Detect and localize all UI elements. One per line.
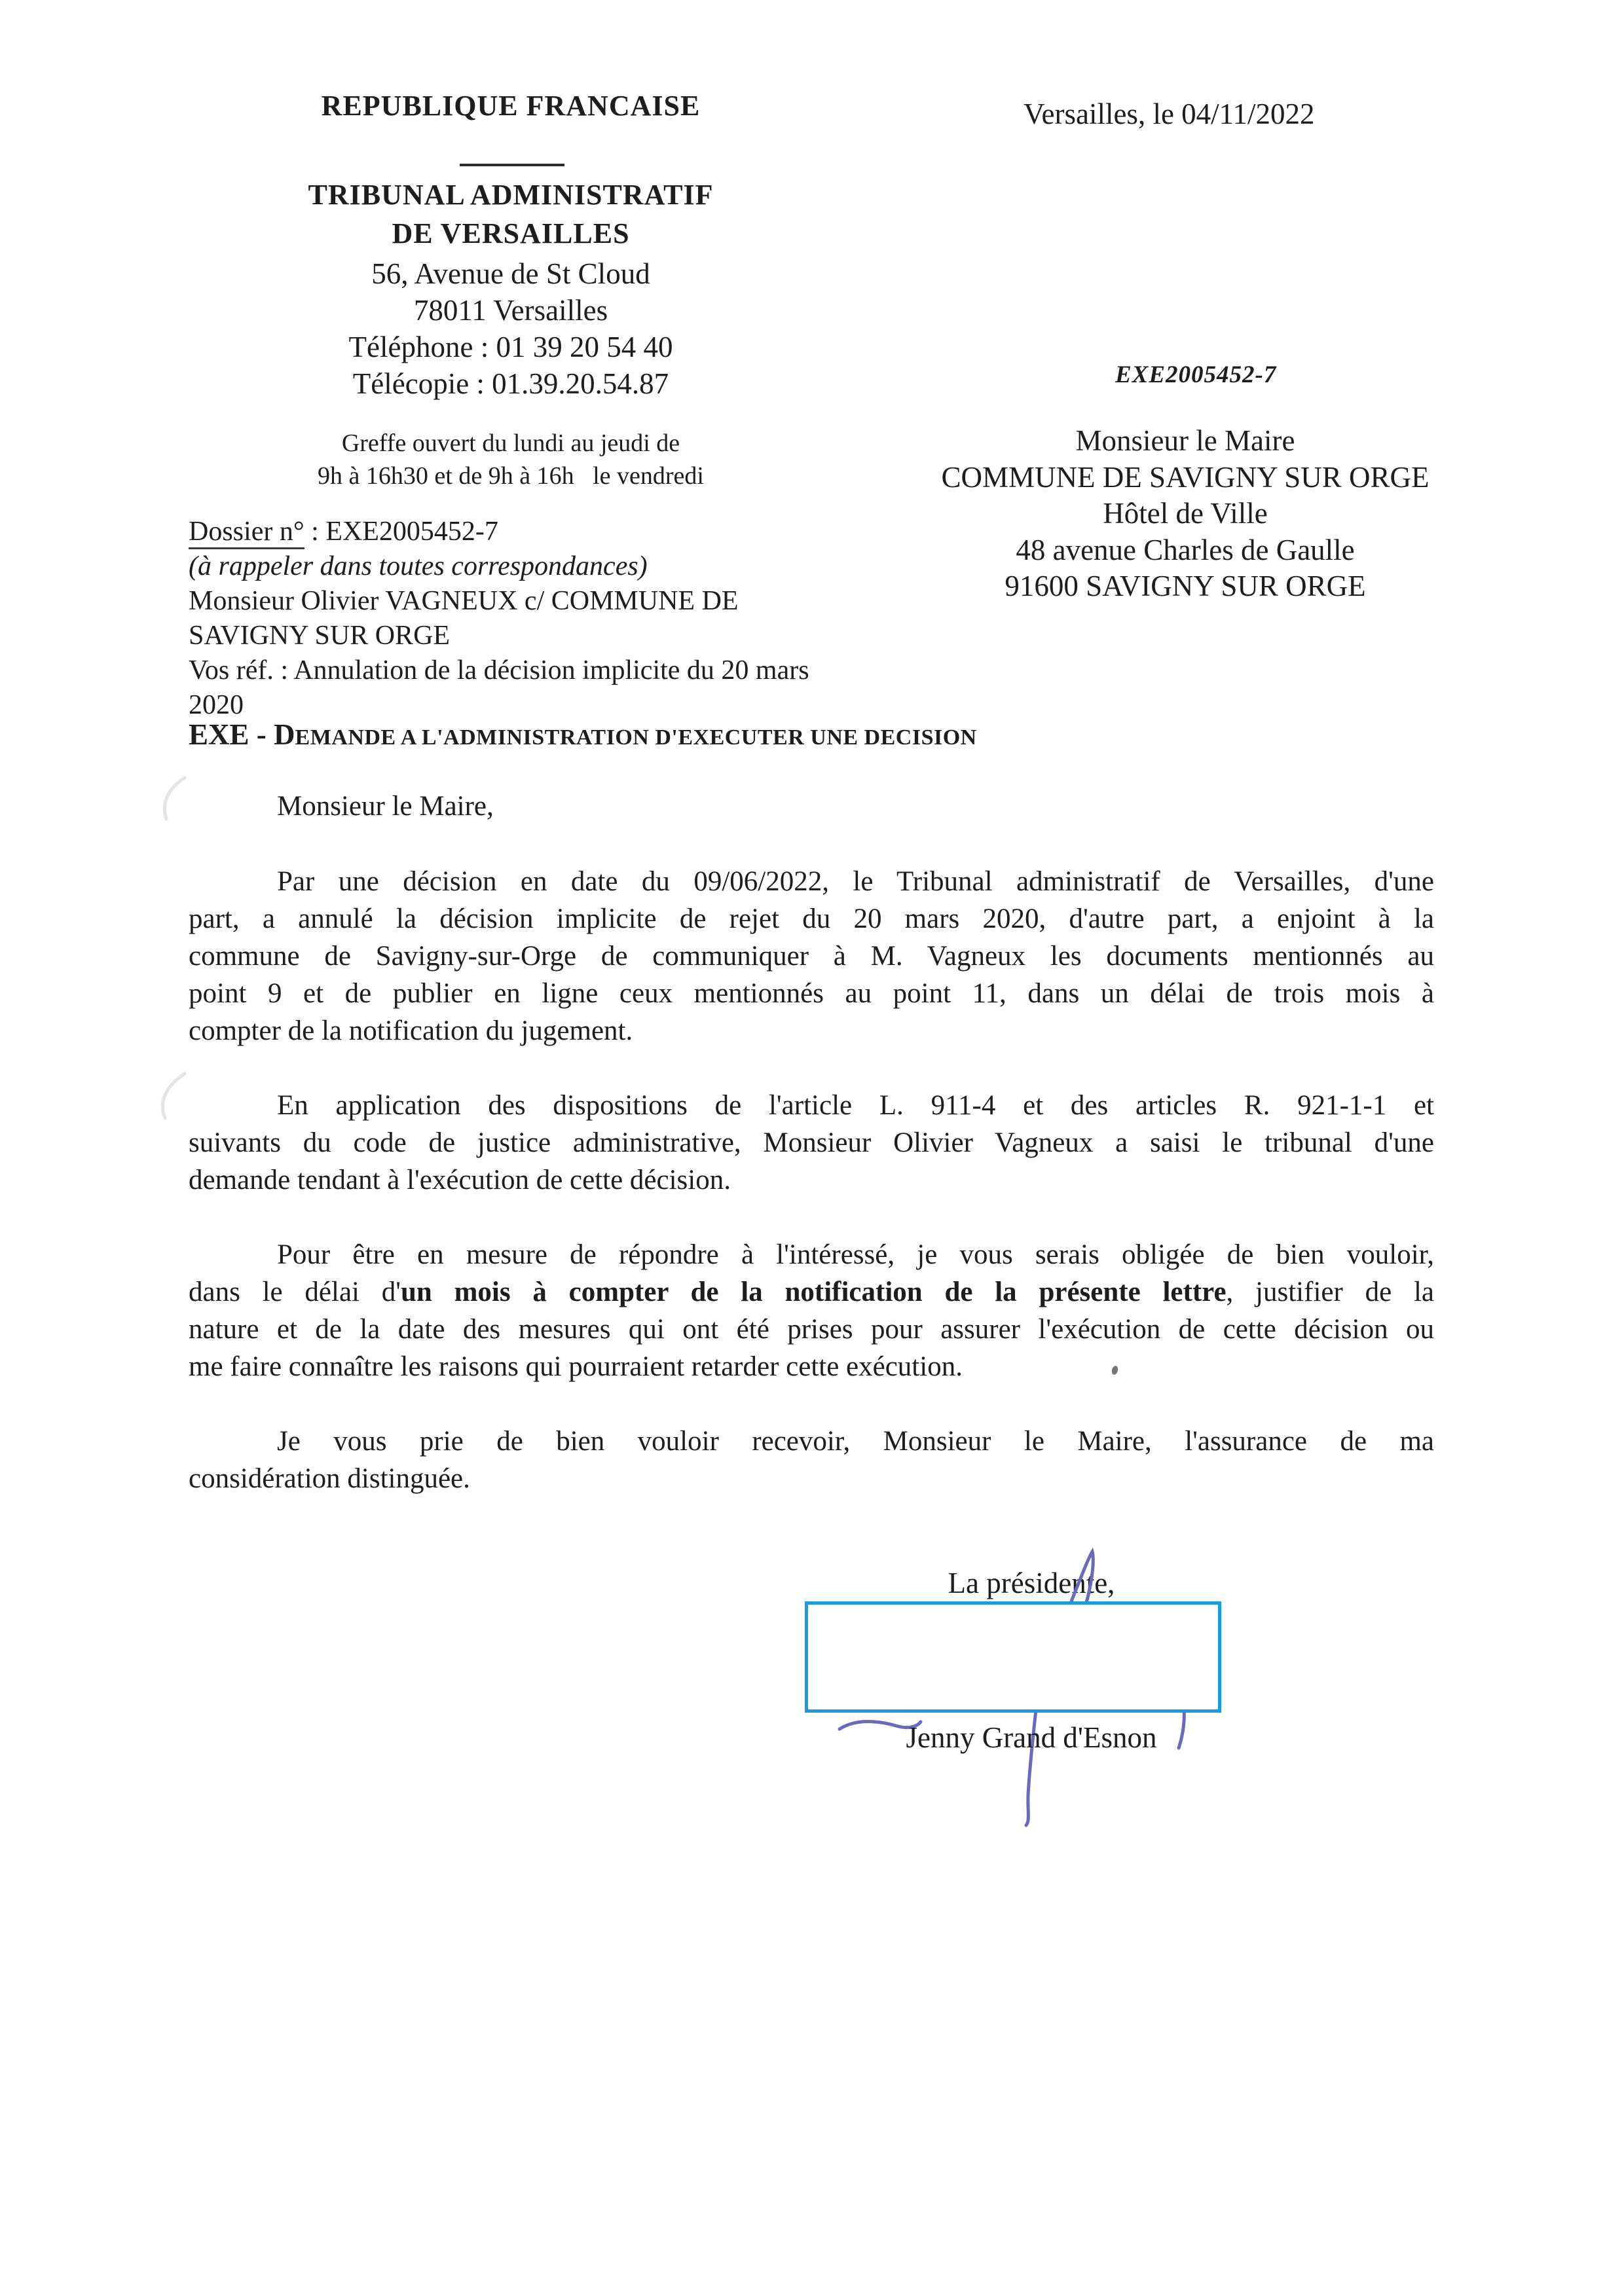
case-reference: EXE2005452-7 <box>1115 361 1277 388</box>
deadline-bold-text: un mois à compter de la notification de la présente lettre <box>401 1277 1227 1307</box>
body-line: me faire connaître les raisons qui pourraient retarder cette exécution. <box>189 1351 963 1382</box>
scan-artifact-arc <box>156 774 190 822</box>
court-street: 56, Avenue de St Cloud <box>371 257 650 290</box>
letter-body <box>189 788 1434 1497</box>
parties-line2: SAVIGNY SUR ORGE <box>189 621 451 651</box>
signer-name: Jenny Grand d'Esnon <box>906 1721 1157 1754</box>
recipient-line2: COMMUNE DE SAVIGNY SUR ORGE <box>941 460 1430 494</box>
court-fax: Télécopie : 01.39.20.54.87 <box>352 367 669 400</box>
recipient-line1: Monsieur le Maire <box>1075 424 1295 457</box>
header-divider-rule <box>460 164 564 166</box>
body-line: Je vous prie de bien vouloir recevoir, Monsieur le Maire, l'assurance de ma <box>277 1426 1434 1457</box>
parties-line1: Monsieur Olivier VAGNEUX c/ COMMUNE DE <box>189 586 739 616</box>
scan-artifact-arc <box>155 1071 189 1121</box>
dossier-number-line <box>189 515 948 549</box>
dossier-block <box>189 515 948 723</box>
recipient-line3: Hôtel de Ville <box>1103 497 1268 530</box>
subject-rest: EMANDE A L'ADMINISTRATION D'EXECUTER UNE DECISION <box>295 725 977 750</box>
date-line: Versailles, le 04/11/2022 <box>1024 98 1315 130</box>
greffe-hours-line2: 9h à 16h30 et de 9h à 16h le vendredi <box>318 462 704 490</box>
court-name-line1: TRIBUNAL ADMINISTRATIF <box>308 179 714 211</box>
dossier-number: : EXE2005452-7 <box>304 517 498 547</box>
body-line: part, a annulé la décision implicite de rejet du 20 mars 2020, d'autre part, a enjoint à la <box>189 903 1434 934</box>
court-address <box>183 255 838 402</box>
body-line: Par une décision en date du 09/06/2022, le Tribunal administratif de Versailles, d'une <box>277 866 1434 897</box>
subject-line <box>189 718 1171 752</box>
body-line: Pour être en mesure de répondre à l'intéressé, je vous serais obligée de bien vouloir, <box>277 1239 1434 1270</box>
signature-stroke <box>1071 1552 1093 1603</box>
body-line: considération distinguée. <box>189 1463 470 1494</box>
body-span: dans le délai d' <box>189 1277 401 1307</box>
subject-prefix: EXE - D <box>189 718 295 751</box>
signer-title: La présidente, <box>948 1567 1115 1599</box>
paragraph-3 <box>189 1236 1434 1385</box>
greffe-hours <box>183 427 838 492</box>
body-line: compter de la notification du jugement. <box>189 1015 633 1046</box>
body-line: En application des dispositions de l'article L. 911-4 et des articles R. 921-1-1 et <box>277 1090 1434 1121</box>
court-name-line2: DE VERSAILLES <box>392 217 630 249</box>
republic-heading: REPUBLIQUE FRANCAISE <box>321 90 701 122</box>
paragraph-2 <box>189 1087 1434 1199</box>
body-line-with-bold <box>189 1273 1434 1311</box>
body-line: nature et de la date des mesures qui ont été prises pour assurer l'exécution de cette décision ou <box>189 1314 1434 1345</box>
your-ref-line2: 2020 <box>189 690 244 720</box>
court-name <box>183 175 838 253</box>
greffe-hours-line1: Greffe ouvert du lundi au jeudi de <box>341 429 680 457</box>
body-line: commune de Savigny-sur-Orge de communiquer à M. Vagneux les documents mentionnés au <box>189 941 1434 972</box>
paragraph-1 <box>189 863 1434 1049</box>
body-line: suivants du code de justice administrative, Monsieur Olivier Vagneux a saisi le tribunal d'une <box>189 1127 1434 1158</box>
recipient-line5: 91600 SAVIGNY SUR ORGE <box>1005 570 1366 602</box>
recipient-address <box>897 423 1473 605</box>
dossier-note: (à rappeler dans toutes correspondances) <box>189 551 648 581</box>
paragraph-4 <box>189 1423 1434 1497</box>
body-line: point 9 et de publier en ligne ceux mentionnés au point 11, dans un délai de trois mois à <box>189 978 1434 1009</box>
body-span: , justifier de la <box>1226 1277 1434 1307</box>
salutation: Monsieur le Maire, <box>277 791 494 822</box>
dossier-label: Dossier n° <box>189 517 304 549</box>
signature-redaction-box <box>805 1601 1221 1713</box>
your-ref-line1: Vos réf. : Annulation de la décision implicite du 20 mars <box>189 655 809 685</box>
recipient-line4: 48 avenue Charles de Gaulle <box>1016 533 1355 566</box>
court-city: 78011 Versailles <box>413 294 608 327</box>
body-line: demande tendant à l'exécution de cette décision. <box>189 1165 731 1195</box>
court-phone: Téléphone : 01 39 20 54 40 <box>348 331 673 363</box>
